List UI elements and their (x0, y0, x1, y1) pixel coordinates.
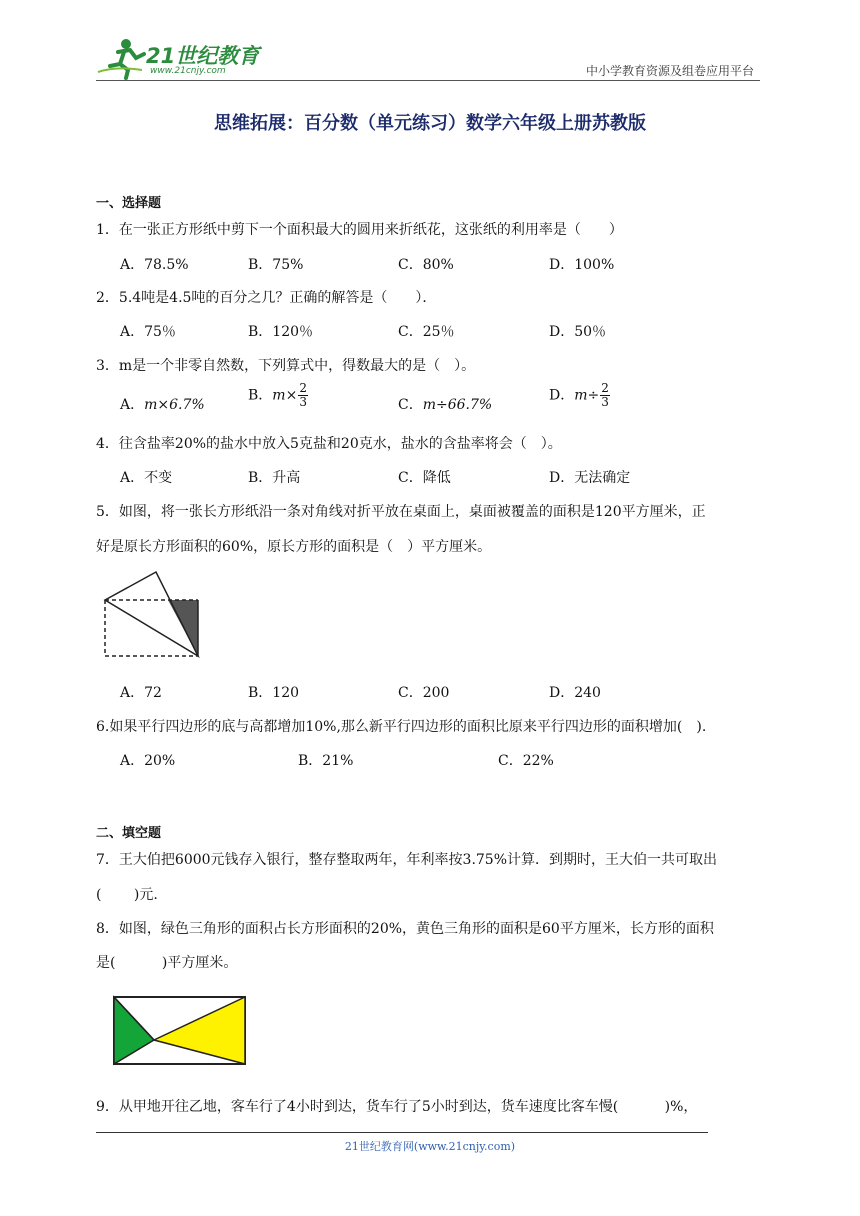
question-7-line-1: 7．王大伯把6000元钱存入银行，整存整取两年，年利率按3.75%计算．到期时，王大伯一共可取出 (96, 852, 718, 868)
section-heading-fill: 二、填空题 (96, 826, 162, 841)
q5-option-b: B．120 (248, 685, 300, 701)
section-heading-choice: 一、选择题 (96, 196, 162, 211)
q6-option-c: C．22% (498, 753, 554, 769)
q2-option-d: D．50％ (549, 324, 607, 340)
q6-option-b: B．21% (298, 753, 354, 769)
logo-url: www.21cnjy.com (150, 66, 226, 76)
q4-option-a: A．不变 (120, 470, 173, 486)
q3-option-c-label: C． (398, 397, 423, 413)
question-8-line-2: 是( )平方厘米。 (96, 955, 238, 971)
q6-option-a: A．20% (120, 753, 176, 769)
q3-option-a-label: A． (120, 397, 145, 413)
page-title: 思维拓展：百分数（单元练习）数学六年级上册苏教版 (214, 113, 646, 134)
q4-option-d: D．无法确定 (549, 470, 631, 486)
q5-option-a: A．72 (120, 685, 162, 701)
q1-option-a: A．78.5% (120, 257, 189, 273)
folded-rectangle-figure (100, 568, 204, 660)
green-yellow-rectangle-figure (112, 995, 248, 1067)
question-4: 4．往含盐率20%的盐水中放入5克盐和20克水，盐水的含盐率将会（ ）。 (96, 436, 562, 452)
question-1: 1．在一张正方形纸中剪下一个面积最大的圆用来折纸花，这张纸的利用率是（ ） (96, 222, 623, 238)
header-platform-text: 中小学教育资源及组卷应用平台 (585, 64, 754, 78)
q1-option-c: C．80% (398, 257, 454, 273)
runner-logo-icon (96, 36, 148, 80)
q5-option-c: C．200 (398, 685, 450, 701)
q3-option-b (248, 382, 308, 409)
question-5-line-1: 5．如图，将一张长方形纸沿一条对角线对折平放在桌面上，桌面被覆盖的面积是120平方厘米，正 (96, 504, 706, 520)
question-9-line-1: 9．从甲地开往乙地，客车行了4小时到达，货车行了5小时到达，货车速度比客车慢( )%， (96, 1099, 698, 1115)
fraction-numerator: 2 (601, 381, 609, 395)
q4-option-c: C．降低 (398, 470, 451, 486)
question-8-line-1: 8．如图，绿色三角形的面积占长方形面积的20%，黄色三角形的面积是60平方厘米，长方形的面积 (96, 921, 714, 937)
q3-option-d (549, 382, 610, 409)
fraction-denominator: 3 (601, 395, 609, 409)
q5-option-d: D．240 (549, 685, 601, 701)
q3-option-c (398, 394, 492, 414)
q3-option-b-fraction (298, 382, 308, 409)
question-5-line-2: 好是原长方形面积的60%，原长方形的面积是（ ）平方厘米。 (96, 539, 492, 555)
q3-option-d-expr: m÷ (574, 387, 600, 404)
q1-option-d: D．100% (549, 257, 615, 273)
q3-option-b-expr: m× (272, 387, 298, 404)
question-3: 3．m是一个非零自然数，下列算式中，得数最大的是（ ）。 (96, 358, 476, 374)
fraction-numerator: 2 (299, 381, 307, 395)
q2-option-a: A．75％ (120, 324, 176, 340)
q3-option-b-label: B． (248, 387, 273, 404)
question-2: 2．5.4吨是4.5吨的百分之几？正确的解答是（ ）． (96, 290, 437, 306)
q3-option-a-expr: m×6.7% (144, 397, 205, 413)
q2-option-c: C．25％ (398, 324, 455, 340)
header-divider (96, 80, 760, 81)
footer-text: 21世纪教育网(www.21cnjy.com) (344, 1140, 516, 1153)
q1-option-b: B．75% (248, 257, 304, 273)
question-7-line-2: ( )元. (96, 887, 158, 903)
fraction-denominator: 3 (299, 395, 307, 409)
q4-option-b: B．升高 (248, 470, 301, 486)
logo-text: 21世纪教育 (146, 44, 260, 68)
q2-option-b: B．120％ (248, 324, 314, 340)
q3-option-c-expr: m÷66.7% (422, 397, 493, 413)
q3-option-d-label: D． (549, 387, 575, 404)
q3-option-a (120, 394, 205, 414)
q3-option-d-fraction (600, 382, 610, 409)
footer-divider (96, 1132, 708, 1133)
question-6: 6.如果平行四边形的底与高都增加10%,那么新平行四边形的面积比原来平行四边形的面积增加( ). (96, 719, 707, 735)
